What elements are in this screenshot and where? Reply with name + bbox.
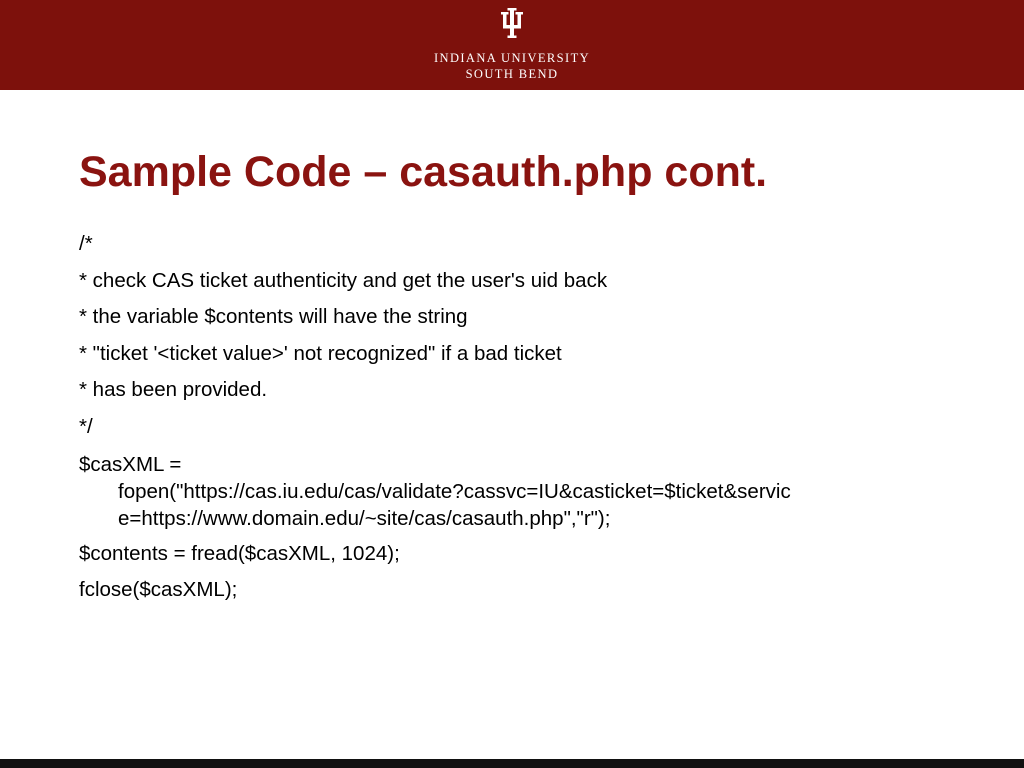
university-name: INDIANA UNIVERSITY [433, 51, 591, 65]
code-line: */ [79, 414, 93, 438]
code-line-casxml [79, 446, 969, 536]
code-line: $contents = fread($casXML, 1024); [79, 541, 400, 565]
code-line: * has been provided. [79, 378, 268, 402]
code-line: * the variable $contents will have the string [79, 305, 468, 329]
code-line: * check CAS ticket authenticity and get the user's uid back [79, 268, 608, 292]
university-logo [412, 0, 612, 90]
code-line: fclose($casXML); [79, 578, 238, 602]
campus-name: SOUTH BEND [465, 67, 559, 81]
iu-trident-logo-icon [501, 8, 523, 38]
code-line-part: $casXML = [79, 452, 182, 476]
slide-title: Sample Code – casauth.php cont. [79, 148, 768, 196]
code-line: /* [79, 232, 93, 255]
code-line-continuation: e=https://www.domain.edu/~site/cas/casauth.php","r"); [118, 506, 611, 530]
header-banner [0, 0, 1024, 90]
code-line-continuation: fopen("https://cas.iu.edu/cas/validate?cassvc=IU&casticket=$ticket&servic [118, 479, 791, 503]
footer-bar [0, 759, 1024, 768]
code-line: * "ticket '<ticket value>' not recognized" if a bad ticket [79, 341, 562, 365]
code-listing [79, 226, 969, 609]
